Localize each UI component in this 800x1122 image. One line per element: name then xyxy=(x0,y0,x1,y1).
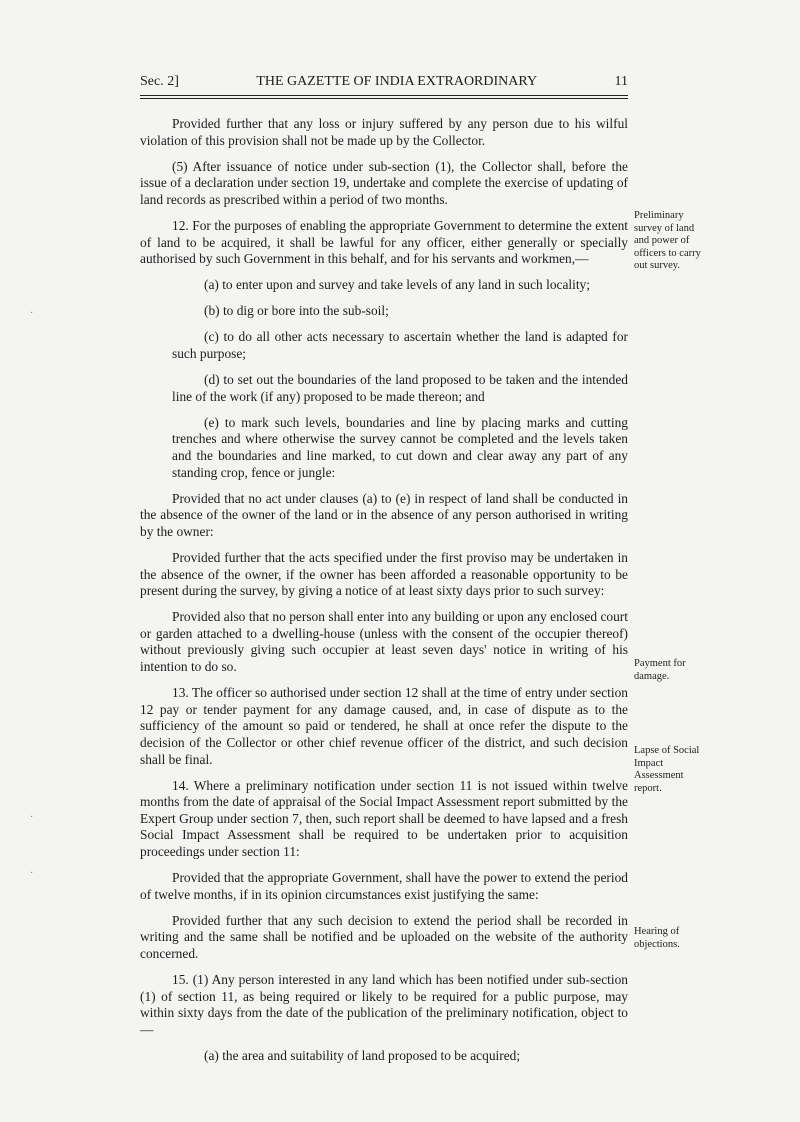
scan-speck: · xyxy=(30,308,34,319)
clause-15-a: (a) the area and suitability of land proposed to be acquired; xyxy=(204,1047,521,1063)
paragraph-proviso-record: Provided further that any such decision to extend the period shall be recorded in writing and the same shall be notified and be uploaded on the website of the authority concerned. xyxy=(140,912,628,961)
clause-12-a: (a) to enter upon and survey and take levels of any land in such locality; xyxy=(204,277,590,293)
header-rule-top xyxy=(140,95,628,96)
page-body xyxy=(140,116,628,1074)
page-header xyxy=(140,74,628,94)
paragraph-section-13: 13. The officer so authorised under section 12 shall at the time of entry under section 12 pay or tender payment for any damage caused, and, in case of dispute as to the sufficiency of the amount so paid or tendered, he shall at once refer the dispute to the decision of the Collector or other chief revenue officer of the district, and such decision shall be final. xyxy=(140,685,628,767)
header-page-number: 11 xyxy=(614,74,628,89)
scan-speck: · xyxy=(30,868,34,879)
paragraph-section-12: 12. For the purposes of enabling the appropriate Government to determine the extent of land to be acquired, it shall be lawful for any officer, either generally or specially authorised by such Government in this behalf, and for his servants and workmen,— xyxy=(140,217,628,267)
scan-speck: · xyxy=(30,812,34,823)
margin-note-preliminary-survey: Preliminary survey of land and power of officers to carry out survey. xyxy=(634,210,701,272)
paragraph-proviso-dwelling: Provided also that no person shall enter into any building or upon any enclosed court or garden attached to a dwelling-house (unless with the consent of the occupier thereof) without previously giving such occupier at least seven days' notice in writing of his intention to do so. xyxy=(140,609,628,675)
header-rule-bottom xyxy=(140,98,628,99)
paragraph-section-15: 15. (1) Any person interested in any land which has been notified under sub-section (1) of section 11, as being required or likely to be required for a public purpose, may within sixty days from the date of the publication of the preliminary notification, object to— xyxy=(140,972,628,1037)
clause-12-b: (b) to dig or bore into the sub-soil; xyxy=(204,303,389,319)
header-title: THE GAZETTE OF INDIA EXTRAORDINARY xyxy=(256,74,538,89)
header-section: Sec. 2] xyxy=(140,74,179,89)
clause-12-e: (e) to mark such levels, boundaries and line by placing marks and cutting trenches and where otherwise the survey cannot be completed and the levels taken and the boundaries and line marked, to cut down and clear away any part of any standing crop, fence or jungle: xyxy=(172,414,628,480)
margin-note-payment-damage: Payment for damage. xyxy=(634,658,686,682)
paragraph-section-14: 14. Where a preliminary notification under section 11 is not issued within twelve months from the date of appraisal of the Social Impact Assessment report submitted by the Expert Group under section 7, then, such report shall be deemed to have lapsed and a fresh Social Impact Assessment shall be required to be undertaken prior to acquisition proceedings under section 11: xyxy=(140,777,628,859)
paragraph-proviso-loss: Provided further that any loss or injury suffered by any person due to his wilful violation of this provision shall not be made up by the Collector. xyxy=(140,116,628,148)
paragraph-proviso-extend: Provided that the appropriate Government, shall have the power to extend the period of twelve months, if in its opinion circumstances exist justifying the same: xyxy=(140,870,628,902)
margin-note-hearing-objections: Hearing of objections. xyxy=(634,926,680,950)
clause-12-c: (c) to do all other acts necessary to ascertain whether the land is adapted for such purpose; xyxy=(172,329,628,362)
paragraph-proviso-absence: Provided further that the acts specified under the first proviso may be undertaken in the absence of the owner, if the owner has been afforded a reasonable opportunity to be present during the survey, by giving a notice of at least sixty days prior to such survey: xyxy=(140,549,628,599)
clause-12-d: (d) to set out the boundaries of the land proposed to be taken and the intended line of the work (if any) proposed to be made thereon; and xyxy=(172,372,628,404)
paragraph-subsection-5: (5) After issuance of notice under sub-section (1), the Collector shall, before the issue of a declaration under section 19, undertake and complete the exercise of updating of land records as prescribed within a period of two months. xyxy=(140,158,628,207)
margin-note-lapse-sia: Lapse of Social Impact Assessment report. xyxy=(634,745,700,794)
paragraph-proviso-owner: Provided that no act under clauses (a) to (e) in respect of land shall be conducted in the absence of the owner of the land or in the absence of any person authorised in writing by the owner: xyxy=(140,490,628,539)
